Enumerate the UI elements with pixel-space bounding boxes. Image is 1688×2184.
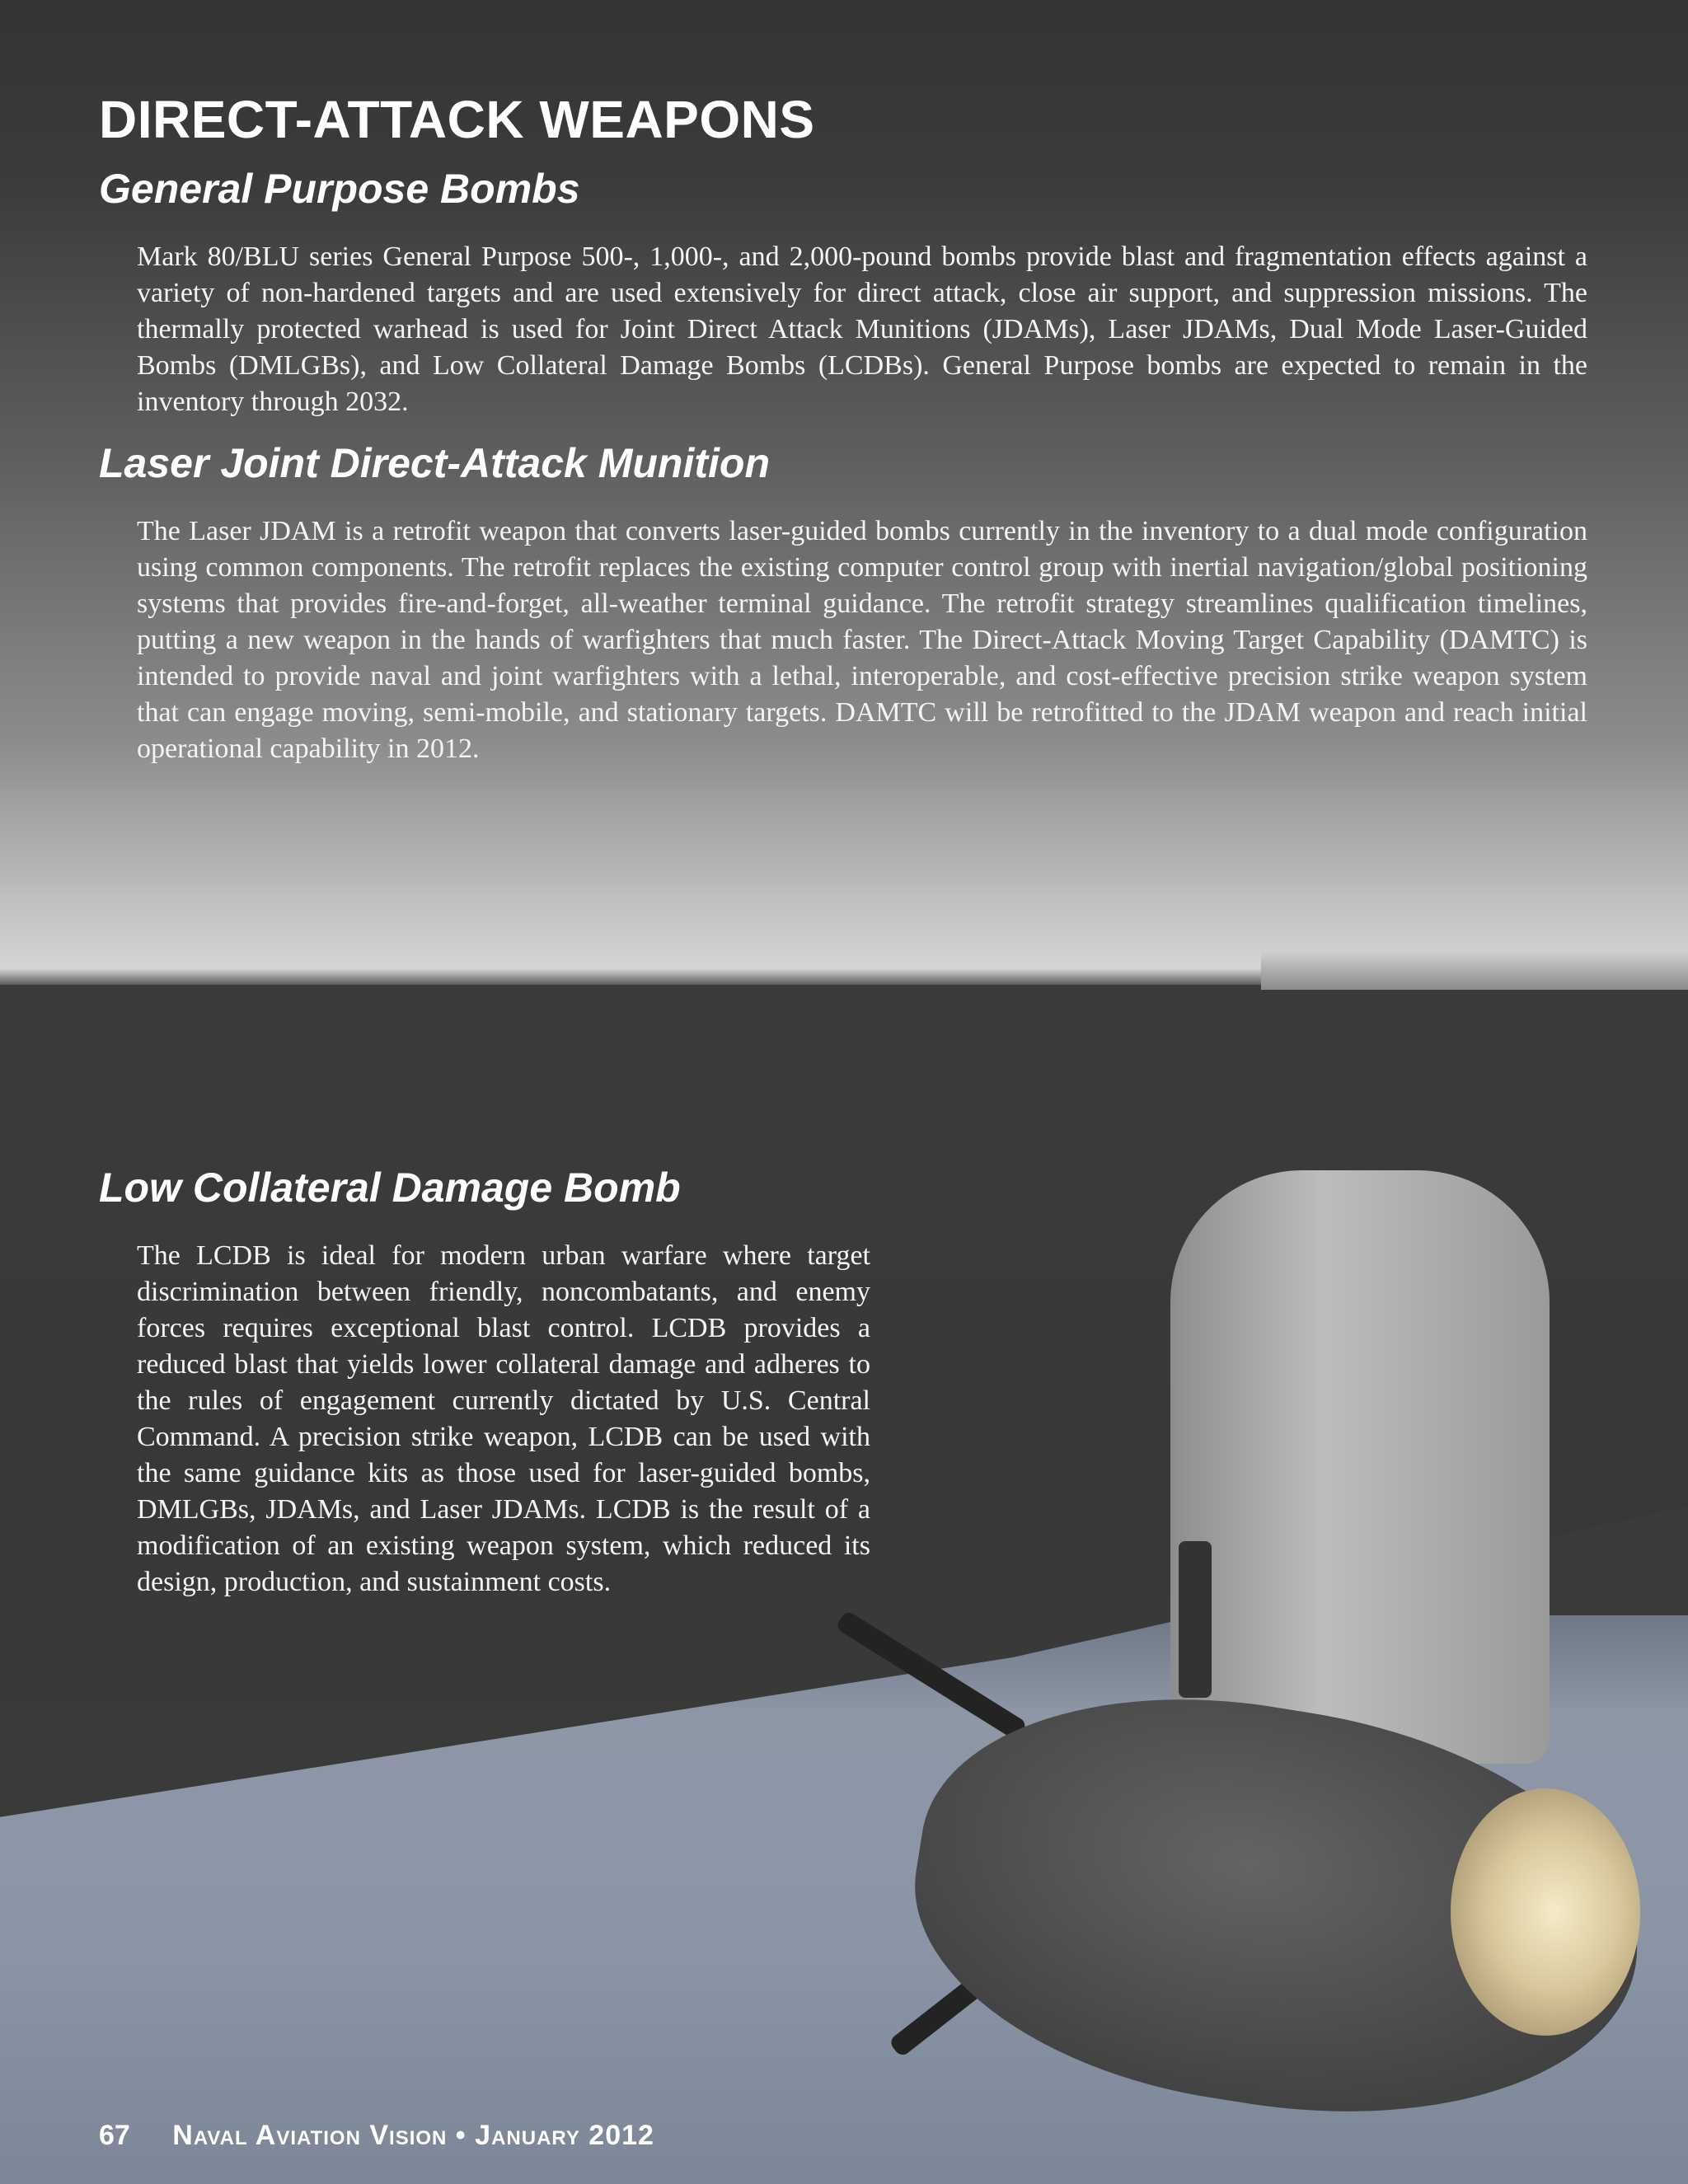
section-title-general-purpose-bombs: General Purpose Bombs: [99, 166, 580, 212]
page-footer: [99, 2120, 654, 2152]
section-title-lcdb: Low Collateral Damage Bomb: [99, 1165, 681, 1211]
page-title: DIRECT-ATTACK WEAPONS: [99, 90, 815, 149]
section-body-lcdb: The LCDB is ideal for modern urban warfare where target discrimination between friendly, noncombatants, and enemy forces requires exceptional blast control. LCDB provides a reduced blast that yields lower collateral damage and adheres to the rules of engagement currently dictated by U.S. Central Command. A precision strike weapon, LCDB can be used with the same guidance kits as those used for laser-guided bombs, DMLGBs, JDAMs, and Laser JDAMs. LCDB is the result of a modification of an existing weapon system, which reduced its design, production, and sustainment costs.: [137, 1240, 870, 1597]
section-title-laser-jdam: Laser Joint Direct-Attack Munition: [99, 440, 770, 486]
publication-name: Naval Aviation Vision • January 2012: [172, 2120, 654, 2151]
section-body-general-purpose-bombs: Mark 80/BLU series General Purpose 500-, 1,000-, and 2,000-pound bombs provide blast and fragmentation effects against a variety of non-hardened targets and are used extensively for direct attack, close air support, and suppression missions. The thermally protected warhead is used for Joint Direct Attack Munitions (JDAMs), Laser JDAMs, Dual Mode Laser-Guided Bombs (DMLGBs), and Low Collateral Damage Bombs (LCDBs). General Purpose bombs are expected to remain in the inventory through 2032.: [137, 241, 1587, 417]
section-body-laser-jdam: The Laser JDAM is a retrofit weapon that converts laser-guided bombs currently in the inventory to a dual mode configuration using common components. The retrofit replaces the existing computer control group with inertial navigation/global positioning systems that provides fire-and-forget, all-weather terminal guidance. The retrofit strategy streamlines qualification timelines, putting a new weapon in the hands of warfighters that much faster. The Direct-Attack Moving Target Capability (DAMTC) is intended to provide naval and joint warfighters with a lethal, interoperable, and cost-effective precision strike weapon system that can engage moving, semi-mobile, and stationary targets. DAMTC will be retrofitted to the JDAM weapon and reach initial operational capability in 2012.: [137, 516, 1587, 764]
page-number: 67: [99, 2120, 130, 2151]
